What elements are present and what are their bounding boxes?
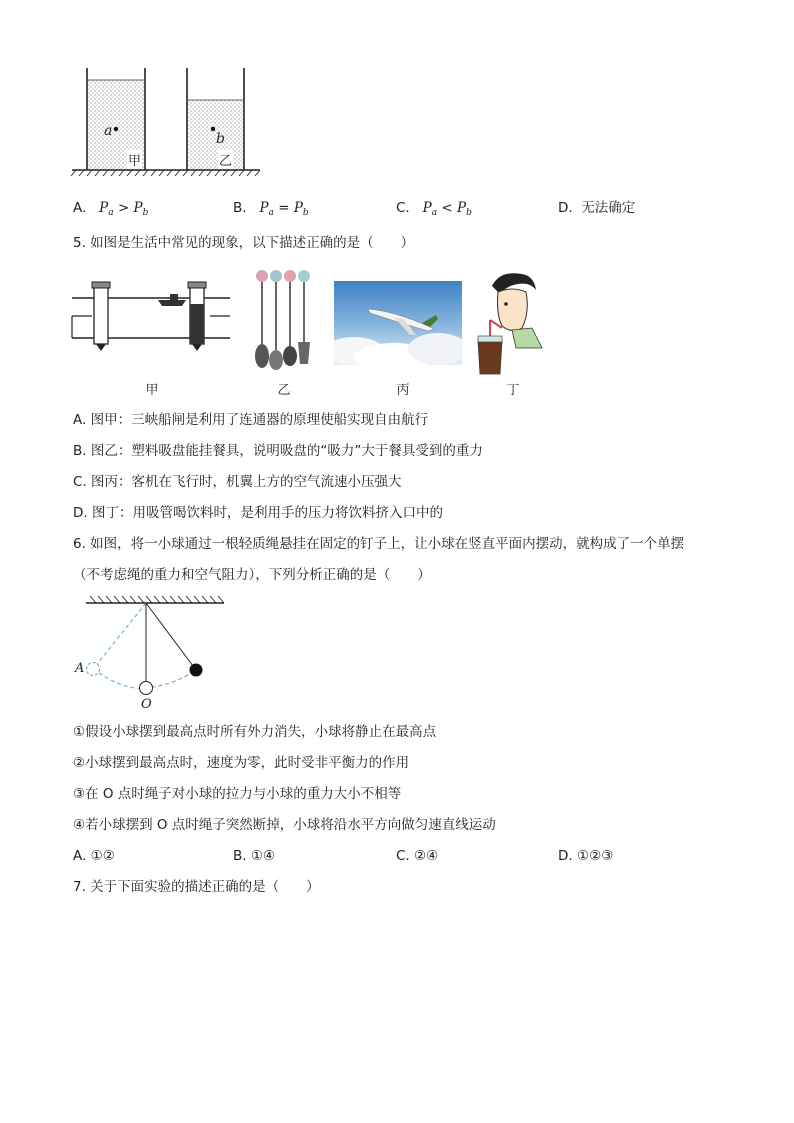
pendulum-figure <box>84 593 229 695</box>
ship-lock-figure <box>70 276 232 356</box>
caption-bing: 丙 <box>396 383 410 398</box>
q4-option-c: C. $P_a < P_b$ <box>396 200 472 218</box>
q4-option-a: A. $P_a > P_b$ <box>73 200 149 218</box>
q5-stem: 5. 如图是生活中常见的现象，以下描述正确的是（ ） <box>73 235 415 251</box>
q6-stem-line1: 6. 如图，将一小球通过一根轻质绳悬挂在固定的钉子上，让小球在竖直平面内摆动，就构成了一个单摆 <box>73 536 685 552</box>
caption-jia: 甲 <box>145 383 159 398</box>
q7-stem: 7. 关于下面实验的描述正确的是（ ） <box>73 879 320 895</box>
suction-hooks-figure <box>252 266 317 374</box>
q5-option-b: B. 图乙：塑料吸盘能挂餐具，说明吸盘的“吸力”大于餐具受到的重力 <box>73 443 483 459</box>
q4-containers-figure <box>70 62 270 177</box>
caption-yi: 乙 <box>277 383 291 398</box>
q4-option-b: B. $P_a = P_b$ <box>233 200 309 218</box>
pendulum-ball <box>190 664 203 677</box>
caption-ding: 丁 <box>506 383 520 398</box>
q5-option-a: A. 图甲：三峡船闸是利用了连通器的原理使船实现自由航行 <box>73 412 429 428</box>
q5-option-d: D. 图丁：用吸管喝饮料时，是利用手的压力将饮料挤入口中的 <box>73 505 443 521</box>
label-point-o: O <box>141 697 152 712</box>
label-yi: 乙 <box>218 150 233 169</box>
q6-option-d: D. ①②③ <box>558 848 614 864</box>
pendulum-position-o <box>140 682 153 695</box>
point-b <box>211 127 215 131</box>
q6-stem-line2: （不考虑绳的重力和空气阻力），下列分析正确的是（ ） <box>73 567 431 583</box>
straw-drink-figure <box>472 268 547 378</box>
point-a <box>114 127 118 131</box>
q5-option-c: C. 图丙：客机在飞行时，机翼上方的空气流速小压强大 <box>73 474 402 490</box>
label-b: b <box>216 131 225 147</box>
pendulum-position-a <box>87 663 100 676</box>
q4-option-d: D. 无法确定 <box>558 200 636 216</box>
q6-statement-2: ②小球摆到最高点时，速度为零，此时受非平衡力的作用 <box>73 755 410 771</box>
q6-option-b: B. ①④ <box>233 848 276 864</box>
q6-statement-4: ④若小球摆到 O 点时绳子突然断掉，小球将沿水平方向做匀速直线运动 <box>73 817 496 833</box>
label-point-a: A <box>75 661 85 676</box>
q6-option-a: A. ①② <box>73 848 115 864</box>
airplane-figure <box>334 281 462 365</box>
label-jia: 甲 <box>127 150 142 169</box>
label-a: a <box>104 123 113 139</box>
q6-statement-3: ③在 O 点时绳子对小球的拉力与小球的重力大小不相等 <box>73 786 402 802</box>
q6-statement-1: ①假设小球摆到最高点时所有外力消失，小球将静止在最高点 <box>73 724 437 740</box>
q6-option-c: C. ②④ <box>396 848 439 864</box>
